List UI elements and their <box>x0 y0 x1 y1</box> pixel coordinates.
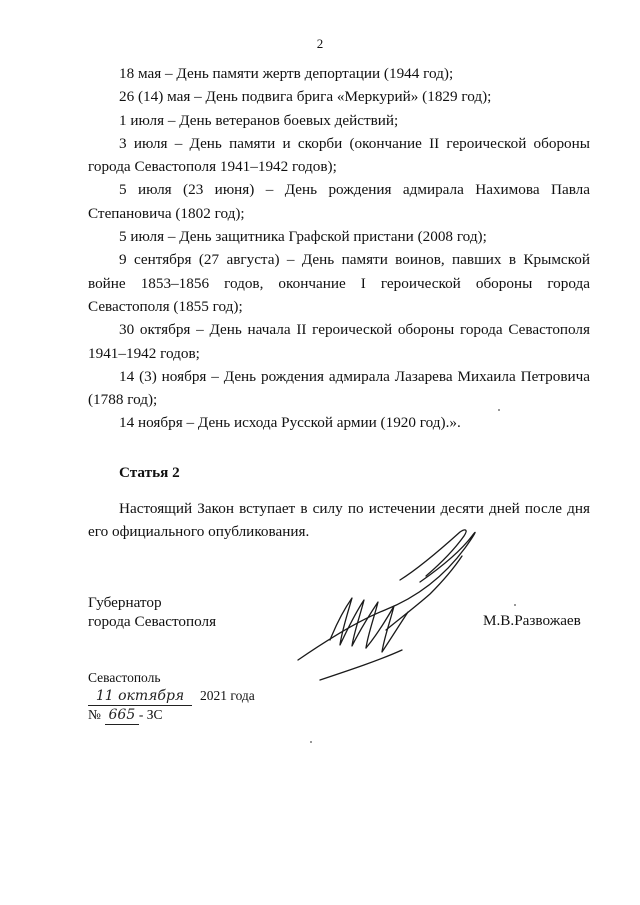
signing-details <box>88 669 255 725</box>
list-item: 14 (3) ноября – День рождения адмирала Лазарева Михаила Петровича (1788 год); <box>88 367 590 409</box>
governor-signature <box>290 520 490 700</box>
governor-title-line2: города Севастополя <box>88 613 217 630</box>
governor-title-line1: Губернатор <box>88 594 162 611</box>
article-text: Настоящий Закон вступает в силу по истечении десяти дней после дня его официального опубликования. <box>88 500 590 541</box>
signing-date-row <box>88 687 255 706</box>
number-sign: № <box>88 707 101 722</box>
list-item: 3 июля – День памяти и скорби (окончание II героической обороны города Севастополя 1941–1942 годов); <box>88 134 590 176</box>
list-item: 1 июля – День ветеранов боевых действий; <box>119 111 399 129</box>
scan-speck <box>310 741 312 743</box>
list-item: 9 сентября (27 августа) – День памяти воинов, павших в Крымской войне 1853–1856 годов, окончание I героической обороны города Севастополя (1855 год); <box>88 251 590 315</box>
list-item: 5 июля (23 июня) – День рождения адмирала Нахимова Павла Степановича (1802 год); <box>88 181 590 222</box>
list-item: 30 октября – День начала II героической обороны города Севастополя 1941–1942 годов; <box>88 321 590 362</box>
governor-name: М.В.Развожаев <box>483 612 581 629</box>
governor-title <box>88 593 216 631</box>
list-item: 26 (14) мая – День подвига брига «Меркурий» (1829 год); <box>119 88 492 106</box>
page-number: 2 <box>316 36 324 51</box>
handwritten-date: 11 октября <box>88 687 192 706</box>
scan-speck <box>514 604 516 606</box>
handwritten-number: 665 <box>105 706 139 725</box>
memorial-days-list <box>88 62 590 435</box>
list-item: 14 ноября – День исхода Русской армии (1920 год).». <box>119 414 461 432</box>
signing-place: Севастополь <box>88 670 161 685</box>
law-number-row <box>88 706 255 725</box>
signing-year: 2021 года <box>200 688 255 703</box>
scan-speck <box>498 409 500 411</box>
list-item: 5 июля – День защитника Графской пристани (2008 год); <box>119 228 487 246</box>
list-item: 18 мая – День памяти жертв депортации (1944 год); <box>119 65 454 82</box>
number-suffix: - ЗС <box>138 707 163 722</box>
article-heading: Статья 2 <box>119 464 180 481</box>
